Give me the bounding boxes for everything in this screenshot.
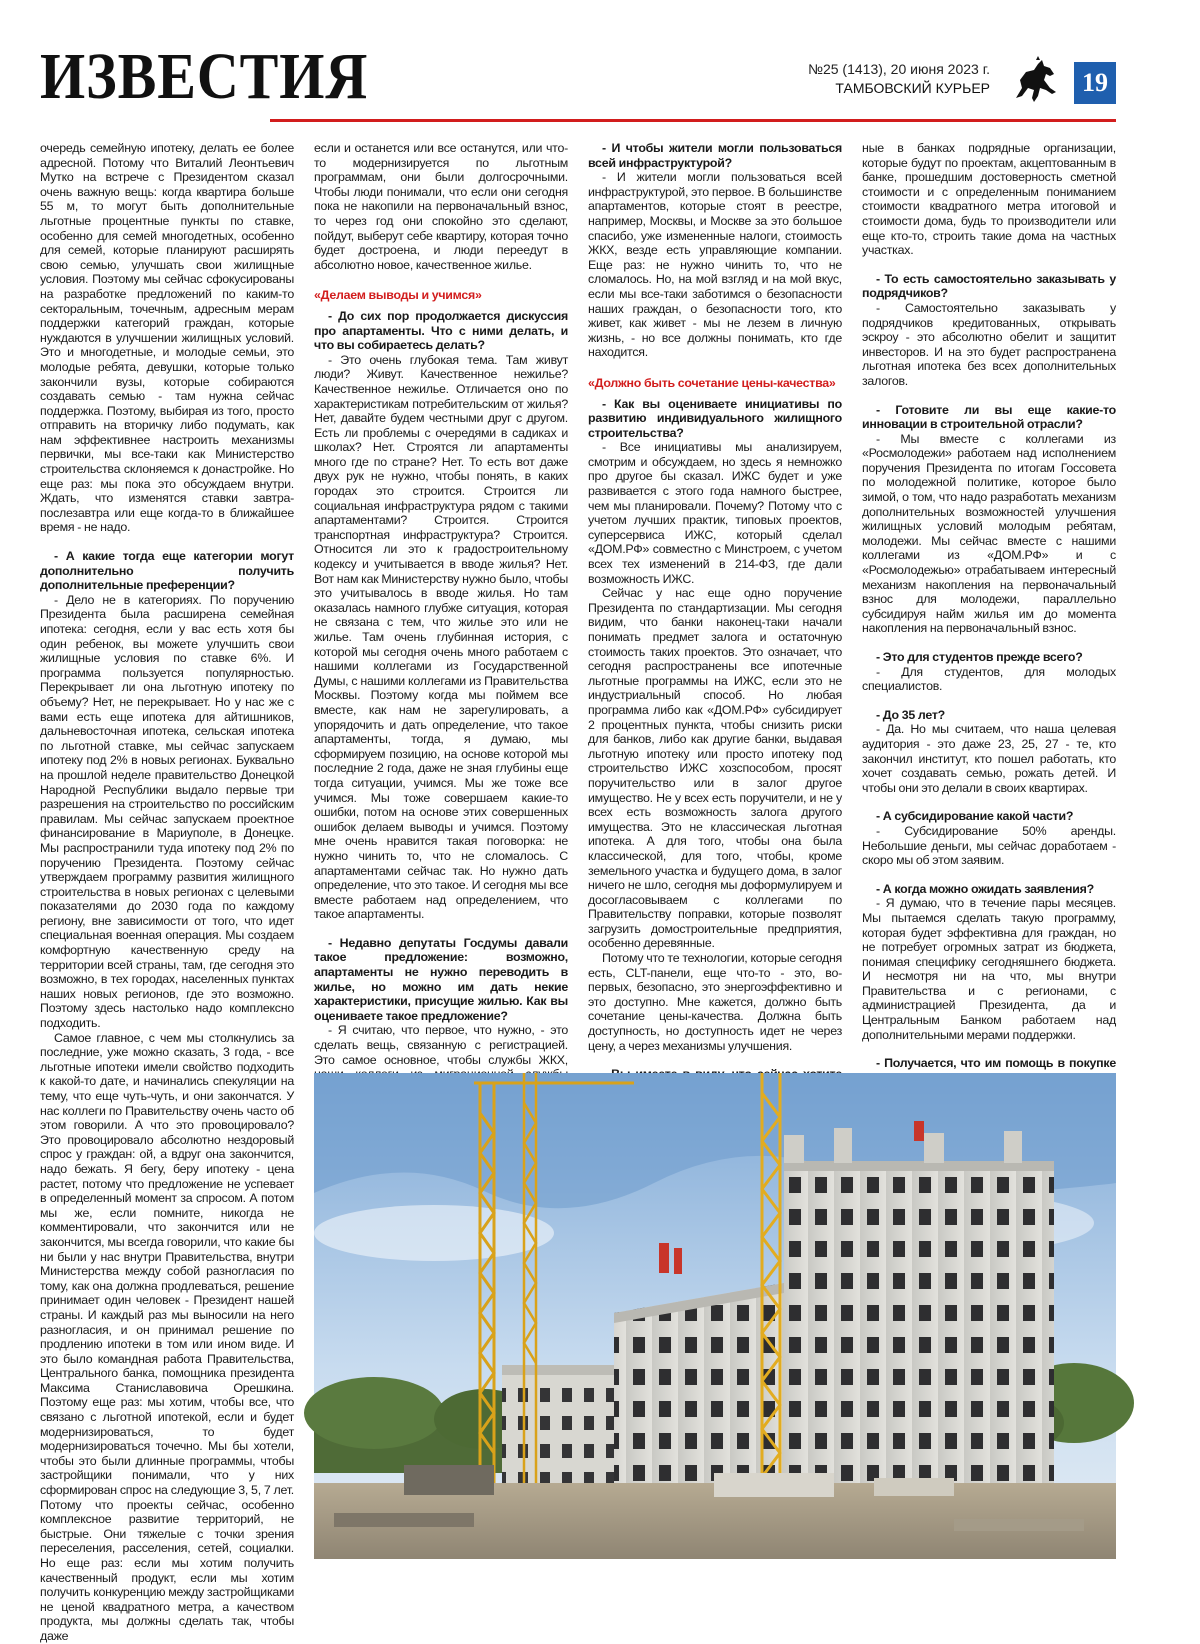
interview-question: - То есть самостоятельно заказывать у подрядчиков? — [862, 271, 1116, 301]
interview-question: - Как вы оцениваете инициативы по развитию индивидуального жилищного строительства? — [588, 396, 842, 440]
issue-date: №25 (1413), 20 июня 2023 г. — [807, 61, 990, 77]
masthead-title: ИЗВЕСТИЯ — [40, 40, 369, 113]
interview-question: - И чтобы жители могли пользоваться всей инфраструктурой? — [588, 141, 842, 170]
section-heading: «Делаем выводы и учимся» — [314, 288, 482, 303]
interview-question: - До сих пор продолжается дискуссия про апартаменты. Что с ними делать, и что вы собираетесь делать? — [314, 308, 568, 353]
article-paragraph: Потому что те технологии, которые сегодня есть, CLT-панели, еще что-то - это, во-первых, безопасно, это энергоэффективно и это доступно. Мне кажется, должно быть сочетание цены-качества. Должна быть доступность, но доступность идет не через цену, а через механизмы улучшения. — [588, 951, 842, 1053]
article-column-1 — [40, 141, 294, 1643]
interview-question: - Готовите ли вы еще какие-то инновации в строительной отрасли? — [862, 402, 1116, 432]
article-paragraph: - Это очень глубокая тема. Там живут люди? Живут. Качественное нежилье? Качественное нежилье. Отличается оно по характеристикам потребительским от жилья? Нет, давайте будем честными друг с другом. Есть ли проблемы с очередями в садиках и школах? Нет. Строятся ли апартаменты много где по стране? Нет. То есть вот даже двух рук не нужно, чтобы понять, в каких городах это строится. Строится ли социальная инфраструктура рядом с такими апартаментами? Строится. Строится транспортная инфраструктура? Строится. Относится ли это к градостроительному кодексу и учитывается в вводе жилья? Нет. Вот нам как Министерству нужно было, чтобы это учитывалось в вводе жилья. Но там оказалась намного глубже ситуация, которая не связана с тем, что жилье это или не жилье. Там очень глубинная история, с которой мы сегодня очень много работаем с нашими коллегами из Государственной Думы, с нашими коллегами из Правительства Москвы. Поэтому когда мы поймем все вместе, как нам не зарегулировать, а упорядочить и дать определение, что такое апартаменты, тогда, я думаю, мы сформируем позицию, на основе которой мы последние 2 года, даже не зная глубины еще тогда ситуации, учимся. Мы же тоже все учимся. Мы тоже совершаем какие-то ошибки, потом на основе этих совершенных ошибок делаем выводы и учимся. Поэтому мне очень нравится такая поговорка: не нужно чинить то, что не сломалось. С апартаментами сейчас так. Но нужно дать определение, что это такое. И сегодня мы все вместе работаем над определением, что такое апартаменты. — [314, 352, 568, 922]
interview-question: - Это для студентов прежде всего? — [876, 650, 1083, 664]
article-paragraph: очередь семейную ипотеку, делать ее более адресной. Потому что Виталий Леонтьевич Мутко на встрече с Президентом сказал очень важную вещь: когда квартира больше 55 м, то могут быть дополнительные льготные процентные пункты по ставке, особенно для семей многодетных, особенно для семей, которые планируют расширять свою семью, улучшать свои жилищные условия. Поэтому мы сейчас сфокусированы на разработке предложений по каким-то секторальным, точечным, адресным мерам поддержки категорий граждан, которые нуждаются в улучшении жилищных условий. Это и многодетные, и молодые семьи, это молодые ребята, девушки, которые только закончили вузы, которые собираются создавать семью - там нужна сейчас поддержка. Поэтому, выбирая из того, просто отправить на вторичку либо подумать, как нам эффективнее настроить механизмы первички, мы все-таки как Министерство строительства склоняемся к донастройке. Но еще раз: мы пока это обсуждаем внутри. Ждать, что изменятся ставки завтра-послезавтра или еще когда-то в ближайшее время - не надо. — [40, 141, 294, 535]
article-paragraph: - Субсидирование 50% аренды. Небольшие деньги, мы сейчас доработаем - скоро мы об этом заявим. — [862, 823, 1116, 868]
article-paragraph: - Самостоятельно заказывать у подрядчиков кредитованных, открывать эскроу - это абсолютно обелит и защитит инвесторов. И на это будет распространена льготная ипотека без всех дополнительных залогов. — [862, 300, 1116, 388]
header-rule — [270, 119, 1116, 122]
article-column-2 — [314, 141, 568, 1067]
horse-rider-icon — [1010, 58, 1062, 104]
article-paragraph: - Для студентов, для молодых специалистов. — [862, 664, 1116, 694]
article-column-3 — [588, 141, 842, 1061]
article-column-4 — [862, 141, 1116, 1071]
article-paragraph: - Мы вместе с коллегами из «Росмолодежи» работаем над исполнением поручения Президента по итогам Госсовета по молодежной политике, которое было зимой, о том, что надо разработать механизм дополнительных возможностей улучшения жилищных условий молодым ребятам, молодежи. Мы сейчас вместе с нашими коллегами из «ДОМ.РФ» и с «Росмолодежью» отрабатываем интересный механизм накопления на первоначальный взнос для молодежи, параллельно субсидируя найм жилья им до момента накопления на первоначальный взнос. — [862, 431, 1116, 636]
article-paragraph: - Я считаю, что первое, что нужно, - это сделать вещь, связанную с регистрацией. Это самое основное, чтобы службы ЖКХ, — [314, 1023, 568, 1067]
interview-question: - А когда можно ожидать заявления? — [876, 881, 1094, 896]
interview-question: - Недавно депутаты Госдумы давали такое предложение: возможно, апартаменты не нужно переводить в жилье, но можно им дать некие характеристики, присущие жилью. Как вы оцениваете такое предложение? — [314, 935, 568, 1023]
interview-question: - Получается, что им помощь в покупке — [876, 1056, 1116, 1071]
article-paragraph: - Я думаю, что в течение пары месяцев. Мы пытаемся сделать такую программу, которая будет эффективна для граждан, но не потребует огромных затрат из бюджета, понимая специфику сегодняшнего бюджета. И несмотря ни на что, мы внутри Правительства и с регионами, с администрацией Президента, да и Центральным Банком работаем над дополнительными мерами поддержки. — [862, 896, 1116, 1042]
article-paragraph: - И жители могли пользоваться всей инфраструктурой, это первое. В большинстве апартаментов, которые стоят в реестре, например, Москвы, и Москве за это большое спасибо, уже измененные налоги, стоимость ЖКХ, везде есть управляющие компании. Еще раз: не нужно чинить то, что не сломалось. Но, на мой взгляд и на мой вкус, если мы все-таки заботимся о безопасности наших граждан, о безопасности того, кто живет, как живет - мы не лезем в личную жизнь, - но все должны понимать, кто где находится. — [588, 170, 842, 360]
article-paragraph: - Все инициативы мы анализируем, смотрим и обсуждаем, но здесь я немножко про другое бы сказал. ИЖС будет и уже развивается с этого года намного быстрее, чем мы планировали. Почему? Потому что с учетом лучших практик, типовых проектов, суперсервиса ИЖС, который сделал «ДОМ.РФ» совместно с Минстроем, с учетом всех тех изменений в 214-ФЗ, где дали возможность ИЖС. — [588, 440, 842, 586]
construction-site-photo — [314, 1073, 1116, 1559]
article-paragraph: Самое главное, с чем мы столкнулись за последние, уже можно сказать, 3 года, - все льготные ипотеки имели свойство подходить к какой-то дате, и начинались спекуляции на тему, что еще чуть-чуть, и они закончатся. У нас коллеги по Правительству очень часто об этом говорили. А что это провоцировало? Это провоцировало абсолютно нездоровый спрос у граждан: ой, а вдруг она закончится, надо бежать. Я бегу, беру ипотеку - цена растет, потому что предложение не успевает в определенный момент за спросом. А потом мы же, если помните, никогда не комментировали, что закончится или не закончится, мы всегда говорили, что какие бы ни были у нас внутри Правительства, внутри Министерства между собой разногласия по тому, как она должна продлеваться, решение принимает один человек - Президент нашей страны. И каждый раз мы выносили на него разногласия, и он принимал решение по продлению ипотеки в том или ином виде. И это было командная работа Правительства, Центрального банка, помощника президента Максима Станиславовича Орешкина. Поэтому еще раз: мы хотим, чтобы все, что связано с льготной ипотекой, если и будет модернизироваться, то будет модернизироваться точечно. Мы бы хотели, чтобы это были длинные программы, чтобы застройщики понимали, что у них сформирован спрос на следующие 3, 5, 7 лет. Потому что проекты сейчас, особенно комплексное развитие территорий, не быстрые. Они тяжелые с точки зрения переселения, расселения, сетей, социалки. Но еще раз: если мы хотим получить качественный продукт, если мы хотим получить конкуренцию между застройщиками не ценой квадратного метра, а качеством продукта, мы должны сделать так, чтобы даже — [40, 1030, 294, 1643]
interview-question: - А субсидирование какой части? — [876, 809, 1074, 824]
section-heading: «Должно быть сочетание цены-качества» — [588, 375, 836, 390]
page-number: 19 — [1074, 62, 1116, 104]
article-paragraph: если и останется или все останутся, или что-то модернизируется по льготным программам, они были долгосрочными. Чтобы люди понимали, что если они сегодня пока не накопили на первоначальный взнос, то через год они спокойно это сделают, пойдут, выберут себе квартиру, которая точно будет достроена, и люди переедут в абсолютно новое, качественное жилье. — [314, 141, 568, 272]
interview-question: - До 35 лет? — [876, 707, 945, 722]
issue-info — [808, 60, 990, 98]
article-paragraph: Сейчас у нас еще одно поручение Президента по стандартизации. Мы сегодня видим, что банки наконец-таки начали понимать предмет залога и остаточную стоимость таких проектов. Это означает, что сегодня распространены все ипотечные льготные программы на ИЖС, если это не индустриальный способ. Но любая программа либо как «ДОМ.РФ» субсидирует 2 процентных пункта, чтобы снизить риски для банков, либо как другие банки, выдавая льготную ипотеку или просто ипотеку под строительство ИЖС хозспособом, просят поручительство или в залог другое имущество. Не у всех есть поручители, и не у всех есть возможность залога другого имущества. Это не классическая льготная ипотека. А для того, чтобы она была классической, для того, чтобы, кроме земельного участка и будущего дома, в залог ничего не шло, сегодня мы доформулируем и досогласовываем с коллегами по Правительству поправки, которые позволят загрузить домостроительные предприятия, особенно деревянные. — [588, 586, 842, 951]
article-paragraph: - Да. Но мы считаем, что наша целевая аудитория - это даже 23, 25, 27 - те, кто закончил институт, кто пошел работать, кто хочет создавать семью, рожать детей. И чтобы они это делали в своих квартирах. — [862, 722, 1116, 795]
article-paragraph: ные в банках подрядные организации, которые будут по проектам, акцептованным в банке, прошедшим достоверность сметной стоимости и с определенным пониманием стоимости квадратного метра итоговой и стоимости дома, будь то производители или еще кто-то, строить такие дома на частных участках. — [862, 141, 1116, 258]
article-paragraph: - Дело не в категориях. По поручению Президента была расширена семейная ипотека: сегодня, если у вас есть хотя бы один ребенок, вы можете улучшить свои жилищные условия по ставке 6%. И программа пользуется популярностью. Перекрывает ли она льготную ипотеку по объему? Нет, не перекрывает. Но у нас же с вами есть еще ипотека для айтишников, дальневосточная ипотека, сельская ипотека по льготной ставке, мы сейчас запускаем ипотеку под 2% в новых регионах. Буквально на прошлой неделе правительство Донецкой Народной Республики выдало первые три разрешения на строительство по российским правилам. Мы сейчас запускаем проектное финансирование в Мариуполе, в Донецке. Мы распространили туда ипотеку под 2% по поручению Президента. Поэтому сейчас утверждаем программу развития жилищного строительства в новых регионах с целевыми показателями до 2030 года по каждому региону, вне зависимости от того, что идет специальная военная операция. Мы создаем комфортную качественную среду на территории всей страны, там, где сегодня это возможно, в тех городах, населенных пунктах наших новых регионов, где это возможно. Поэтому здесь настолько надо комплексно подходить. — [40, 592, 294, 1031]
interview-question: - А какие тогда еще категории могут дополнительно получить дополнительные преференции? — [40, 549, 294, 593]
paper-name: ТАМБОВСКИЙ КУРЬЕР — [835, 80, 990, 96]
